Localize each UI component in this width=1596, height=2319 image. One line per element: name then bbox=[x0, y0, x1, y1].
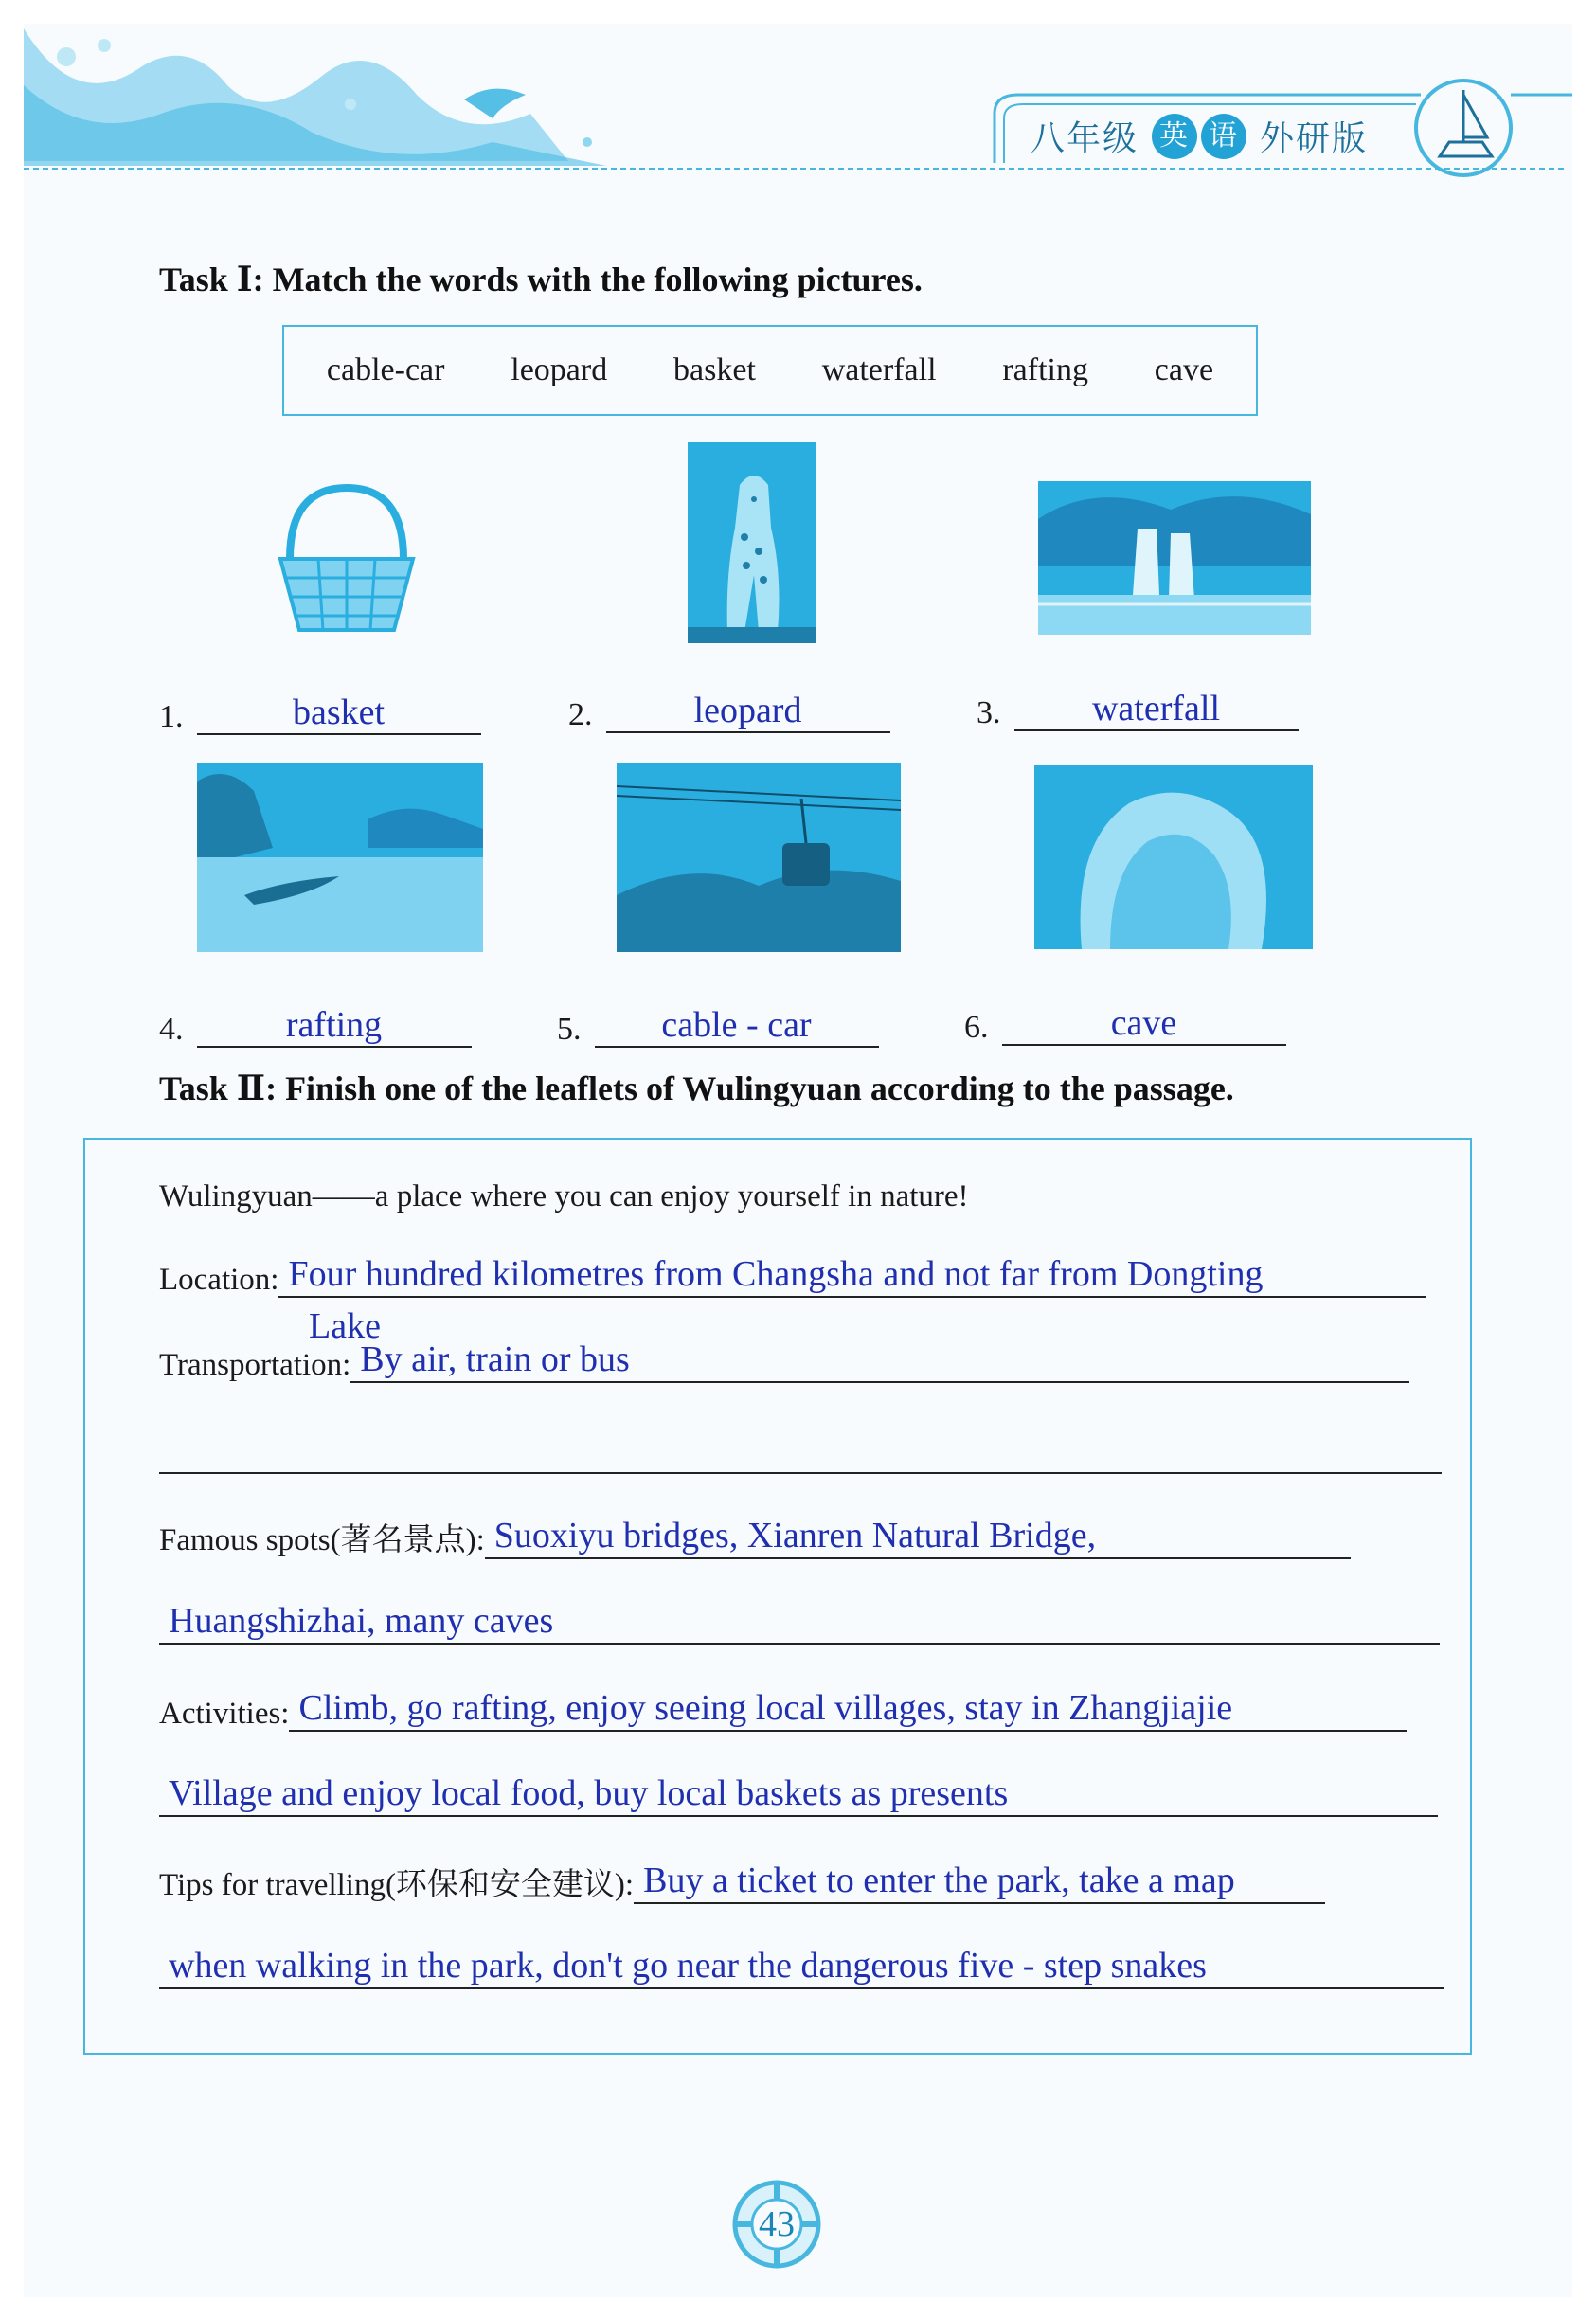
grade-label: 八年级 bbox=[1031, 119, 1139, 157]
page-header bbox=[0, 0, 1596, 180]
transportation-answer[interactable]: By air, train or bus bbox=[350, 1338, 1409, 1383]
answer-blank[interactable]: cable - car bbox=[595, 1004, 879, 1048]
answer-row bbox=[159, 1004, 472, 1048]
activities-label: Activities: bbox=[159, 1697, 290, 1731]
answer-blank[interactable]: cave bbox=[1002, 1002, 1286, 1046]
word-bank-item: leopard bbox=[511, 352, 608, 387]
famous-spots-label: Famous spots(著名景点): bbox=[159, 1523, 485, 1557]
answer-number: 6. bbox=[964, 1010, 989, 1045]
activities-answer-2[interactable]: Village and enjoy local food, buy local baskets as presents bbox=[159, 1771, 1438, 1817]
location-row bbox=[159, 1252, 1426, 1298]
answer-blank[interactable]: waterfall bbox=[1014, 688, 1299, 731]
transportation-label: Transportation: bbox=[159, 1348, 351, 1382]
answer-blank[interactable]: leopard bbox=[606, 690, 890, 733]
page-number-badge bbox=[729, 2177, 824, 2272]
answer-row bbox=[568, 690, 890, 733]
cave-image bbox=[1034, 765, 1313, 949]
answer-number: 3. bbox=[977, 695, 1001, 730]
tips-label: Tips for travelling(环保和安全建议): bbox=[159, 1868, 635, 1902]
answer-blank[interactable]: rafting bbox=[197, 1004, 472, 1048]
tips-row-2 bbox=[159, 1944, 1444, 1989]
tips-row bbox=[159, 1859, 1325, 1904]
famous-spots-answer[interactable]: Suoxiyu bridges, Xianren Natural Bridge, bbox=[485, 1514, 1351, 1559]
edition-label: 外研版 bbox=[1260, 119, 1369, 157]
famous-spots-answer-2[interactable]: Huangshizhai, many caves bbox=[159, 1599, 1440, 1645]
answer-number: 1. bbox=[159, 699, 184, 734]
answer-row bbox=[159, 692, 481, 735]
subject-char-2: 语 bbox=[1201, 114, 1246, 159]
leaflet-heading bbox=[159, 1179, 969, 1214]
answer-row bbox=[964, 1002, 1286, 1046]
task1-title: Task Ⅰ: Match the words with the following pictures. bbox=[159, 261, 923, 298]
location-label: Location: bbox=[159, 1263, 279, 1297]
answer-number: 2. bbox=[568, 697, 593, 732]
word-bank bbox=[282, 325, 1258, 416]
cable-car-image bbox=[617, 763, 901, 952]
word-bank-item: basket bbox=[673, 352, 756, 387]
answer-number: 4. bbox=[159, 1012, 184, 1047]
location-answer[interactable]: Four hundred kilometres from Changsha and not far from Dongting bbox=[278, 1252, 1426, 1298]
transportation-row bbox=[159, 1338, 1409, 1383]
leaflet-heading-text: Wulingyuan——a place where you can enjoy yourself in nature! bbox=[159, 1179, 969, 1213]
blank-line bbox=[159, 1472, 1442, 1474]
tips-answer-2[interactable]: when walking in the park, don't go near the dangerous five - step snakes bbox=[159, 1944, 1444, 1989]
famous-spots-row bbox=[159, 1514, 1351, 1559]
answer-number: 5. bbox=[557, 1012, 582, 1047]
answer-row bbox=[557, 1004, 879, 1048]
answer-row bbox=[977, 688, 1299, 731]
word-bank-item: cave bbox=[1154, 352, 1214, 387]
word-bank-item: cable-car bbox=[326, 352, 445, 387]
book-label bbox=[1031, 112, 1368, 160]
page-number: 43 bbox=[759, 2204, 795, 2244]
basket-image bbox=[271, 478, 422, 639]
tips-answer[interactable]: Buy a ticket to enter the park, take a map bbox=[634, 1859, 1325, 1904]
leopard-image bbox=[688, 442, 816, 643]
activities-row-2 bbox=[159, 1771, 1438, 1817]
waterfall-image bbox=[1038, 481, 1311, 635]
task2-title: Task Ⅱ: Finish one of the leaflets of Wulingyuan according to the passage. bbox=[159, 1070, 1234, 1107]
answer-blank[interactable]: basket bbox=[197, 692, 481, 735]
activities-answer[interactable]: Climb, go rafting, enjoy seeing local villages, stay in Zhangjiajie bbox=[289, 1686, 1407, 1732]
word-bank-item: rafting bbox=[1002, 352, 1088, 387]
word-bank-item: waterfall bbox=[821, 352, 937, 387]
famous-spots-row-2 bbox=[159, 1599, 1440, 1645]
rafting-image bbox=[197, 763, 483, 952]
location-answer-continued: Lake bbox=[309, 1306, 381, 1346]
subject-char-1: 英 bbox=[1152, 114, 1197, 159]
activities-row bbox=[159, 1686, 1407, 1732]
